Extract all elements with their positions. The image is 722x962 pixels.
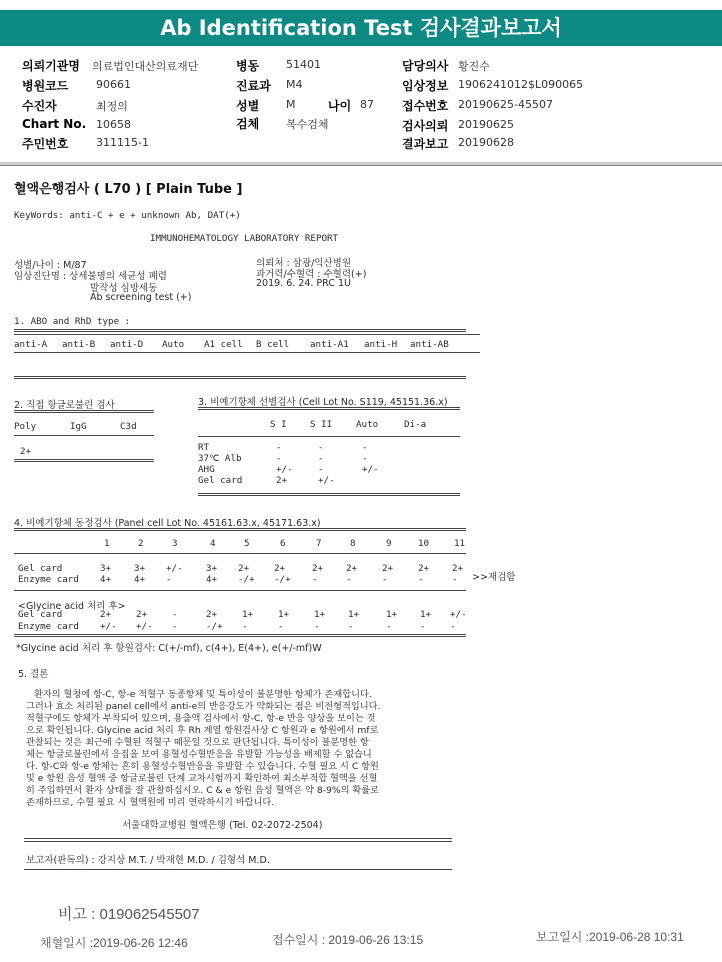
abo-col: anti-A <box>14 339 48 350</box>
clinical-info-value: 1906241012$L090065 <box>458 78 584 91</box>
ident-rule-mid <box>14 553 466 554</box>
ident-cell: 4+ <box>100 574 112 585</box>
ident-cell: - <box>382 574 388 585</box>
ident-cell: 3+ <box>206 563 218 574</box>
ward-label: 병동 <box>236 59 260 73</box>
ident-rule-bottom <box>14 634 466 637</box>
glycine-cell: - <box>242 621 248 632</box>
glycine-title: <Glycine acid 처리 후> <box>18 601 126 612</box>
reporter-rule-top-2 <box>24 841 452 842</box>
diagnosis: 임상진단명 : 상세불명의 세균성 폐렴 <box>14 271 167 282</box>
sex-age: 성별/나이 : M/87 <box>14 260 87 271</box>
glycine-row-label: Gel card <box>18 609 63 620</box>
abo-col: Auto <box>162 339 185 350</box>
screen-row-label: RT <box>198 442 210 453</box>
chart-no-value: 10658 <box>96 118 131 131</box>
screen-row-label: 37℃ Alb <box>198 453 242 464</box>
conclusion-line: 다. 항-C와 항-e 항체는 흔히 용혈성수혈반응을 유발할 수 있습니다. 수혈 필요 시 C 항원 <box>26 761 379 772</box>
conclusion-line: 그러나 효소 처리된 panel cell에서 anti-e의 반응강도가 약화되는 점은 비전형적입니다. <box>26 701 381 712</box>
ident-col: 2 <box>138 538 144 549</box>
screen-row-label: Gel card <box>198 475 243 486</box>
age-label: 나이 <box>328 99 352 113</box>
ident-col: 6 <box>280 538 286 549</box>
ident-cell: 3+ <box>134 563 146 574</box>
ident-cell: -/+ <box>238 574 255 585</box>
ident-cell: 4+ <box>206 574 218 585</box>
glycine-cell: - <box>172 621 178 632</box>
ident-cell: 2+ <box>418 563 430 574</box>
clinical-info-label: 임상정보 <box>402 79 449 93</box>
abo-rule-top <box>14 329 466 332</box>
hospital-code-value: 90661 <box>96 78 131 91</box>
glycine-cell: - <box>314 621 320 632</box>
resident-no-value: 311115-1 <box>96 136 149 149</box>
conclusion-line: 으로 확인됩니다. Glycine acid 처리 후 Rh 계열 항원검사상 C 항원과 e 항원에서 mf로 <box>26 725 379 736</box>
ident-cell: - <box>418 574 424 585</box>
dat-title: 2. 직접 항글로불린 검사 <box>14 400 115 411</box>
glycine-cell: 2+ <box>100 609 112 620</box>
dat-rule-mid <box>14 435 154 436</box>
abo-col: anti-AB <box>410 339 449 350</box>
ident-col: 9 <box>386 538 392 549</box>
glycine-cell: +/- <box>136 621 153 632</box>
note: 비고 : 019062545507 <box>58 906 200 923</box>
glycine-cell: - <box>348 621 354 632</box>
dat-col: IgG <box>70 421 87 432</box>
glycine-cell: +/- <box>450 609 467 620</box>
abo-rule-bottom <box>14 376 466 379</box>
glycine-cell: - <box>420 621 426 632</box>
screen-cell: - <box>276 442 282 453</box>
dat-rule-bottom <box>14 459 154 462</box>
screen-cell: +/- <box>276 464 293 475</box>
age-value: 87 <box>360 98 374 111</box>
report-title: Ab Identification Test 검사결과보고서 <box>0 10 722 46</box>
abo-col: anti-H <box>364 339 398 350</box>
glycine-cell: -/+ <box>206 621 223 632</box>
ident-cell: 2+ <box>452 563 464 574</box>
diagnosis-2: 발작성 심방세동 <box>90 283 158 294</box>
ident-col: 5 <box>244 538 250 549</box>
patient-value: 최정의 <box>96 100 128 113</box>
screen-cell: +/- <box>318 475 335 486</box>
screen-col: Auto <box>356 419 379 430</box>
glycine-cell: 1+ <box>242 609 254 620</box>
reporter-rule-bottom <box>24 869 452 870</box>
abo-title: 1. ABO and RhD type : <box>14 316 131 327</box>
request-date: 20190625 <box>458 118 514 131</box>
report-label: 결과보고 <box>402 137 449 151</box>
screen-col: S I <box>270 419 287 430</box>
glycine-cell: - <box>450 621 456 632</box>
screen-cell: - <box>318 464 324 475</box>
ident-cell: 2+ <box>382 563 394 574</box>
glycine-cell: 1+ <box>420 609 432 620</box>
doctor-value: 황진수 <box>458 60 490 73</box>
ident-col: 8 <box>350 538 356 549</box>
glycine-cell: 2+ <box>136 609 148 620</box>
receipt-no-value: 20190625-45507 <box>458 98 553 111</box>
ident-row-label: Gel card <box>18 563 63 574</box>
bloodbank-contact: 서울대학교병원 혈액은행 (Tel. 02-2072-2504) <box>122 820 323 831</box>
requester: 의뢰처 : 삼광/익산병원 <box>256 258 352 269</box>
report-date: 20190628 <box>458 136 514 149</box>
ident-cell: 3+ <box>100 563 112 574</box>
specimen-label: 검체 <box>236 117 260 131</box>
glycine-cell: +/- <box>100 621 117 632</box>
ident-cell: 2+ <box>346 563 358 574</box>
reporter: 보고자(판독의) : 강지상 M.T. / 박재현 M.D. / 김형석 M.D. <box>26 855 270 866</box>
screen-cell: +/- <box>362 464 379 475</box>
conclusion-line: 체는 항글로불린에서 응집을 보여 용혈성수혈반응을 유발할 가능성을 배제할 수 없습니 <box>26 749 372 760</box>
specimen-value: 복수검체 <box>286 118 329 131</box>
screen-rule-mid <box>198 436 460 437</box>
ident-cell: -/+ <box>274 574 291 585</box>
diagnosis-3: Ab screening test (+) <box>90 292 192 303</box>
screen-cell: - <box>276 453 282 464</box>
reporter-rule-top <box>24 838 452 839</box>
conclusion-title: 5. 결론 <box>18 669 49 680</box>
screen-cell: 2+ <box>276 475 288 486</box>
ident-col: 11 <box>454 538 466 549</box>
hospital-code-label: 병원코드 <box>22 79 69 93</box>
screen-cell: - <box>318 442 324 453</box>
screen-row-label: AHG <box>198 464 215 475</box>
abo-col: anti-B <box>62 339 96 350</box>
abo-rule-mid <box>14 352 480 353</box>
ident-col: 10 <box>418 538 430 549</box>
header-divider-line <box>0 165 722 166</box>
glycine-cell: - <box>172 609 178 620</box>
glycine-cell: 2+ <box>206 609 218 620</box>
glycine-cell: 1+ <box>314 609 326 620</box>
abo-rule-top-2 <box>14 334 480 335</box>
ident-title: 4. 비예기항체 동정검사 (Panel cell Lot No. 45161.63.x, 45171.63.x) <box>14 518 321 529</box>
dept-value: M4 <box>286 78 303 91</box>
screen-cell: - <box>318 453 324 464</box>
ident-col: 1 <box>104 538 110 549</box>
patient-label: 수진자 <box>22 99 57 113</box>
ident-cell: 2+ <box>238 563 250 574</box>
conclusion-line: 존재하므로, 수혈 필요 시 혈액원에 미리 연락하시기 바랍니다. <box>26 797 275 808</box>
ident-rule-sub <box>14 590 466 591</box>
collected-time: 채혈일시 :2019-06-26 12:46 <box>40 936 188 950</box>
ident-rule-top <box>14 528 466 531</box>
glycine-cell: - <box>278 621 284 632</box>
sex-value: M <box>286 98 296 111</box>
conclusion-line: 히 주입하면서 환자 상태를 잘 관찰하십시오. C & e 항원 음성 혈액은 약 8-9%의 확률로 <box>26 785 380 796</box>
screen-col: S II <box>310 419 333 430</box>
ident-col: 7 <box>316 538 322 549</box>
ident-cell: - <box>312 574 318 585</box>
ident-col: 4 <box>210 538 216 549</box>
received-time: 접수일시 : 2019-06-26 13:15 <box>272 933 424 947</box>
glycine-cell: 1+ <box>386 609 398 620</box>
conclusion-line: 적혈구에도 항체가 부착되어 있으며, 용출액 검사에서 항-C, 항-e 반응 양상을 보이는 것 <box>26 713 376 724</box>
glycine-cell: - <box>386 621 392 632</box>
institution-value: 의료법인대산의료재단 <box>92 60 199 73</box>
request-label: 검사의뢰 <box>402 119 449 133</box>
abo-col: A1 cell <box>204 339 243 350</box>
report-heading: IMMUNOHEMATOLOGY LABORATORY REPORT <box>150 233 339 244</box>
ident-cell: - <box>166 574 172 585</box>
ident-cell: - <box>346 574 352 585</box>
screen-title: 3. 비예기항체 선별검사 (Cell Lot No. S119, 45151.36.x) <box>198 397 448 408</box>
keywords: KeyWords: anti-C + e + unknown Ab, DAT(+) <box>14 210 241 221</box>
chart-no-label: Chart No. <box>22 117 87 131</box>
abo-col: B cell <box>256 339 290 350</box>
dept-label: 진료과 <box>236 79 271 93</box>
screen-col: Di-a <box>404 419 427 430</box>
dat-col: Poly <box>14 421 37 432</box>
doctor-label: 담당의사 <box>402 59 449 73</box>
ward-value: 51401 <box>286 58 321 71</box>
receipt-no-label: 접수번호 <box>402 99 449 113</box>
glycine-row-label: Enzyme card <box>18 621 79 632</box>
ident-cell: - <box>452 574 458 585</box>
dat-rule-top <box>14 410 154 413</box>
conclusion-line: 환자의 혈청에 항-C, 항-e 적혈구 동종항체 및 특이성이 불분명한 항체가 존재합니다. <box>34 689 372 700</box>
ident-cell: 2+ <box>312 563 324 574</box>
section-title: 혈액은행검사 ( L70 ) [ Plain Tube ] <box>14 182 243 197</box>
abo-col: anti-A1 <box>310 339 349 350</box>
reported-time: 보고일시 :2019-06-28 10:31 <box>536 930 684 944</box>
ident-col: 3 <box>172 538 178 549</box>
history-date: 2019. 6. 24. PRC 1U <box>256 278 351 289</box>
screen-rule-bottom <box>198 493 460 496</box>
patient-header <box>0 54 722 154</box>
glycine-result: *Glycine acid 처리 후 항원검사: C(+/-mf), c(4+), E(4+), e(+/-mf)W <box>16 643 322 654</box>
ident-cell: 4+ <box>134 574 146 585</box>
glycine-cell: 1+ <box>348 609 360 620</box>
glycine-cell: 1+ <box>278 609 290 620</box>
institution-label: 의뢰기관명 <box>22 59 80 73</box>
ident-row-label: Enzyme card <box>18 574 79 585</box>
dat-col: C3d <box>120 421 137 432</box>
screen-rule-top <box>198 407 460 410</box>
conclusion-line: 관찰되는 것은 최근에 수혈된 적혈구 때문일 것으로 판단됩니다. 특이성이 불분명한 항 <box>26 737 369 748</box>
conclusion-line: 및 e 항원 음성 혈액 중 항글로불린 단계 교차시험까지 확인하여 최소부적합 혈액을 선혈 <box>26 773 378 784</box>
resident-no-label: 주민번호 <box>22 137 69 151</box>
ident-cell: +/- <box>166 563 183 574</box>
abo-col: anti-D <box>110 339 144 350</box>
ident-cell: 2+ <box>274 563 286 574</box>
dat-value: 2+ <box>20 446 32 457</box>
retest-note: >>재검함 <box>472 572 516 583</box>
sex-label: 성별 <box>236 99 260 113</box>
screen-cell: - <box>362 442 368 453</box>
screen-cell: - <box>362 453 368 464</box>
history: 과거력/수혈력 : 수혈력(+) <box>256 269 367 280</box>
